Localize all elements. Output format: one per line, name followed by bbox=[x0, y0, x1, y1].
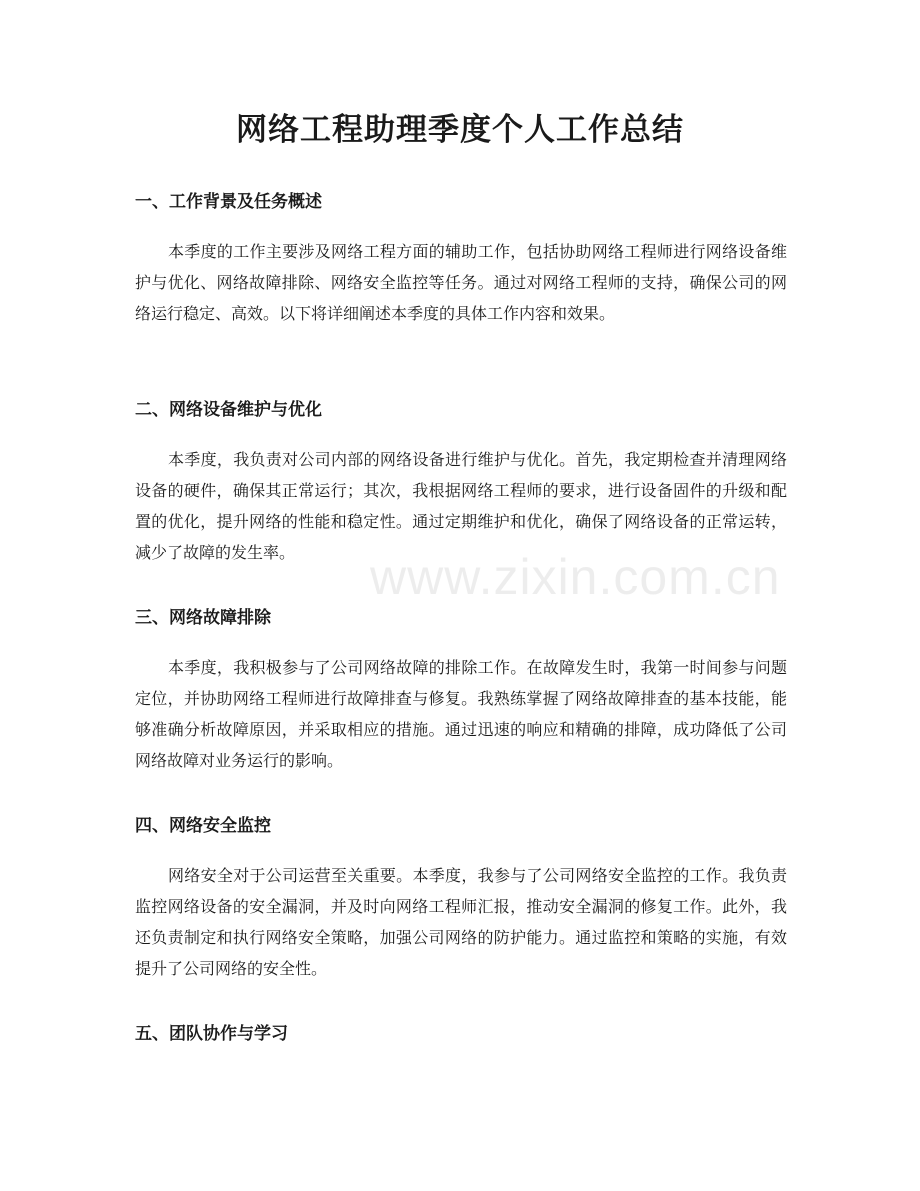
section-heading-background: 一、工作背景及任务概述 bbox=[135, 192, 322, 212]
section-paragraph-security-monitoring: 网络安全对于公司运营至关重要。本季度，我参与了公司网络安全监控的工作。我负责监控网络设备的安全漏洞，并及时向网络工程师汇报，推动安全漏洞的修复工作。此外，我还负责制定和执行网络安全策略，加强公司网络的防护能力。通过监控和策略的实施，有效提升了公司网络的安全性。 bbox=[135, 866, 787, 978]
section-heading-troubleshooting: 三、网络故障排除 bbox=[135, 608, 271, 628]
section-paragraph-device-maintenance: 本季度，我负责对公司内部的网络设备进行维护与优化。首先，我定期检查并清理网络设备的硬件，确保其正常运行；其次，我根据网络工程师的要求，进行设备固件的升级和配置的优化，提升网络的性能和稳定性。通过定期维护和优化，确保了网络设备的正常运转，减少了故障的发生率。 bbox=[135, 450, 787, 562]
section-paragraph-background: 本季度的工作主要涉及网络工程方面的辅助工作，包括协助网络工程师进行网络设备维护与优化、网络故障排除、网络安全监控等任务。通过对网络工程师的支持，确保公司的网络运行稳定、高效。以下将详细阐述本季度的具体工作内容和效果。 bbox=[135, 242, 787, 323]
section-heading-device-maintenance: 二、网络设备维护与优化 bbox=[135, 400, 322, 420]
document-title: 网络工程助理季度个人工作总结 bbox=[236, 112, 684, 148]
watermark: www.zixin.com.cn bbox=[370, 549, 781, 605]
section-heading-teamwork: 五、团队协作与学习 bbox=[135, 1024, 288, 1044]
section-heading-security-monitoring: 四、网络安全监控 bbox=[135, 816, 271, 836]
section-paragraph-troubleshooting: 本季度，我积极参与了公司网络故障的排除工作。在故障发生时，我第一时间参与问题定位，并协助网络工程师进行故障排查与修复。我熟练掌握了网络故障排查的基本技能，能够准确分析故障原因，并采取相应的措施。通过迅速的响应和精确的排障，成功降低了公司网络故障对业务运行的影响。 bbox=[135, 658, 787, 770]
